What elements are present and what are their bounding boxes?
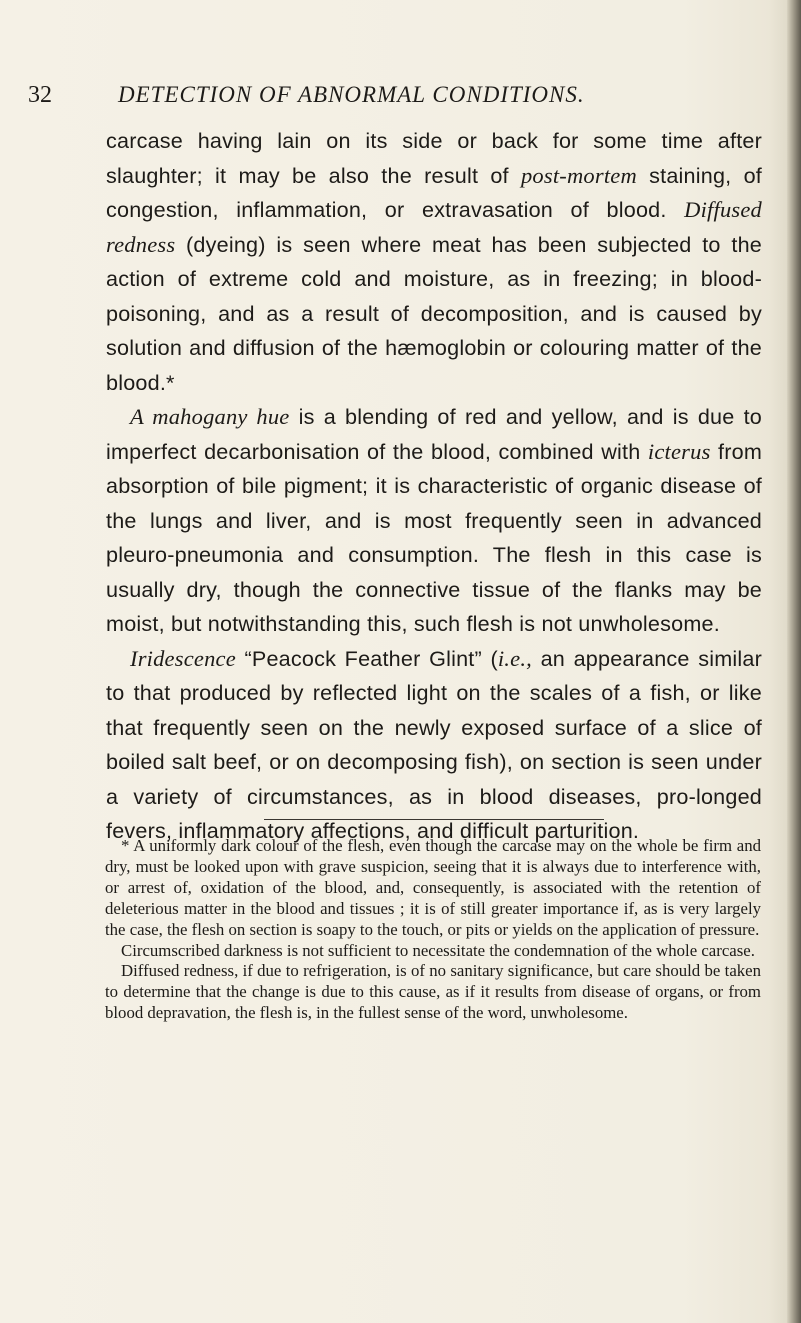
paragraph-iridescence (106, 642, 762, 849)
italic-term: A mahogany hue (130, 404, 290, 429)
paragraph-continued (106, 124, 762, 400)
text-run: (dyeing) is seen where meat has been subjected to the action of extreme cold and moisture, as in freezing; in blood-poisoning, and as a result of decomposition, and is caused by solution and diffusion of the hæmoglobin or colouring matter of the blood.* (106, 231, 762, 395)
text-run: from absorption of bile pigment; it is characteristic of organic disease of the lungs and liver, and is most frequently seen in advanced pleuro-pneumonia and consumption. The flesh in this case is usually dry, though the connective tissue of the flanks may be moist, but notwithstanding this, such flesh is not unwholesome. (106, 438, 763, 636)
body-text (106, 124, 762, 849)
footnote: Circumscribed darkness is not sufficient to necessitate the condemnation of the whole carcase. (121, 940, 755, 960)
text-run: an appearance similar to that produced by reflected light on the scales of a fish, or like that frequently seen on the newly exposed surface of a slice of boiled salt beef, or on decomposing fish), on section is seen under a variety of circumstances, as in blood diseases, pro-longed fevers, inflammatory affections, and difficult parturition. (106, 645, 763, 843)
footnote: * A uniformly dark colour of the flesh, even though the carcase may on the whole be firm and dry, must be looked upon with grave suspicion, seeing that it is always due to interference with, or arrest of, oxidation of the blood, and, consequently, is associated with the retention of deleterious matter in the blood and tissues ; it is of still greater importance if, as is very largely the case, the flesh on section is soapy to the touch, or pits or yields on the application of pressure. (105, 836, 761, 939)
text-run: “Peacock Feather Glint” ( (235, 645, 498, 671)
page-header (28, 82, 728, 109)
footnote-divider (264, 819, 604, 820)
page-edge-shadow (787, 0, 801, 1323)
italic-term: post-mortem (520, 162, 637, 188)
italic-term: icterus (647, 438, 711, 464)
paragraph-mahogany-hue (106, 400, 762, 642)
italic-term: Diffused redness (106, 197, 762, 257)
italic-term: i.e., (497, 645, 532, 671)
footnote: Diffused redness, if due to refrigeration, is of no sanitary significance, but care should be taken to determine that the change is due to this cause, as if it results from disease of organs, or from blood depravation, the flesh is, in the fullest sense of the word, unwholesome. (105, 961, 761, 1023)
text-run: staining, of congestion, inflammation, or extravasation of blood. (106, 162, 762, 222)
page-number: 32 (28, 82, 52, 108)
footnotes (105, 836, 761, 1024)
text-run: is a blending of red and yellow, and is due to imperfect decarbonisation of the blood, combined with (106, 404, 763, 464)
text-run: carcase having lain on its side or back for some time after slaughter; it may be also the result of (106, 128, 762, 188)
running-head: DETECTION OF ABNORMAL CONDITIONS. (118, 82, 585, 107)
italic-term: Iridescence (130, 645, 236, 671)
